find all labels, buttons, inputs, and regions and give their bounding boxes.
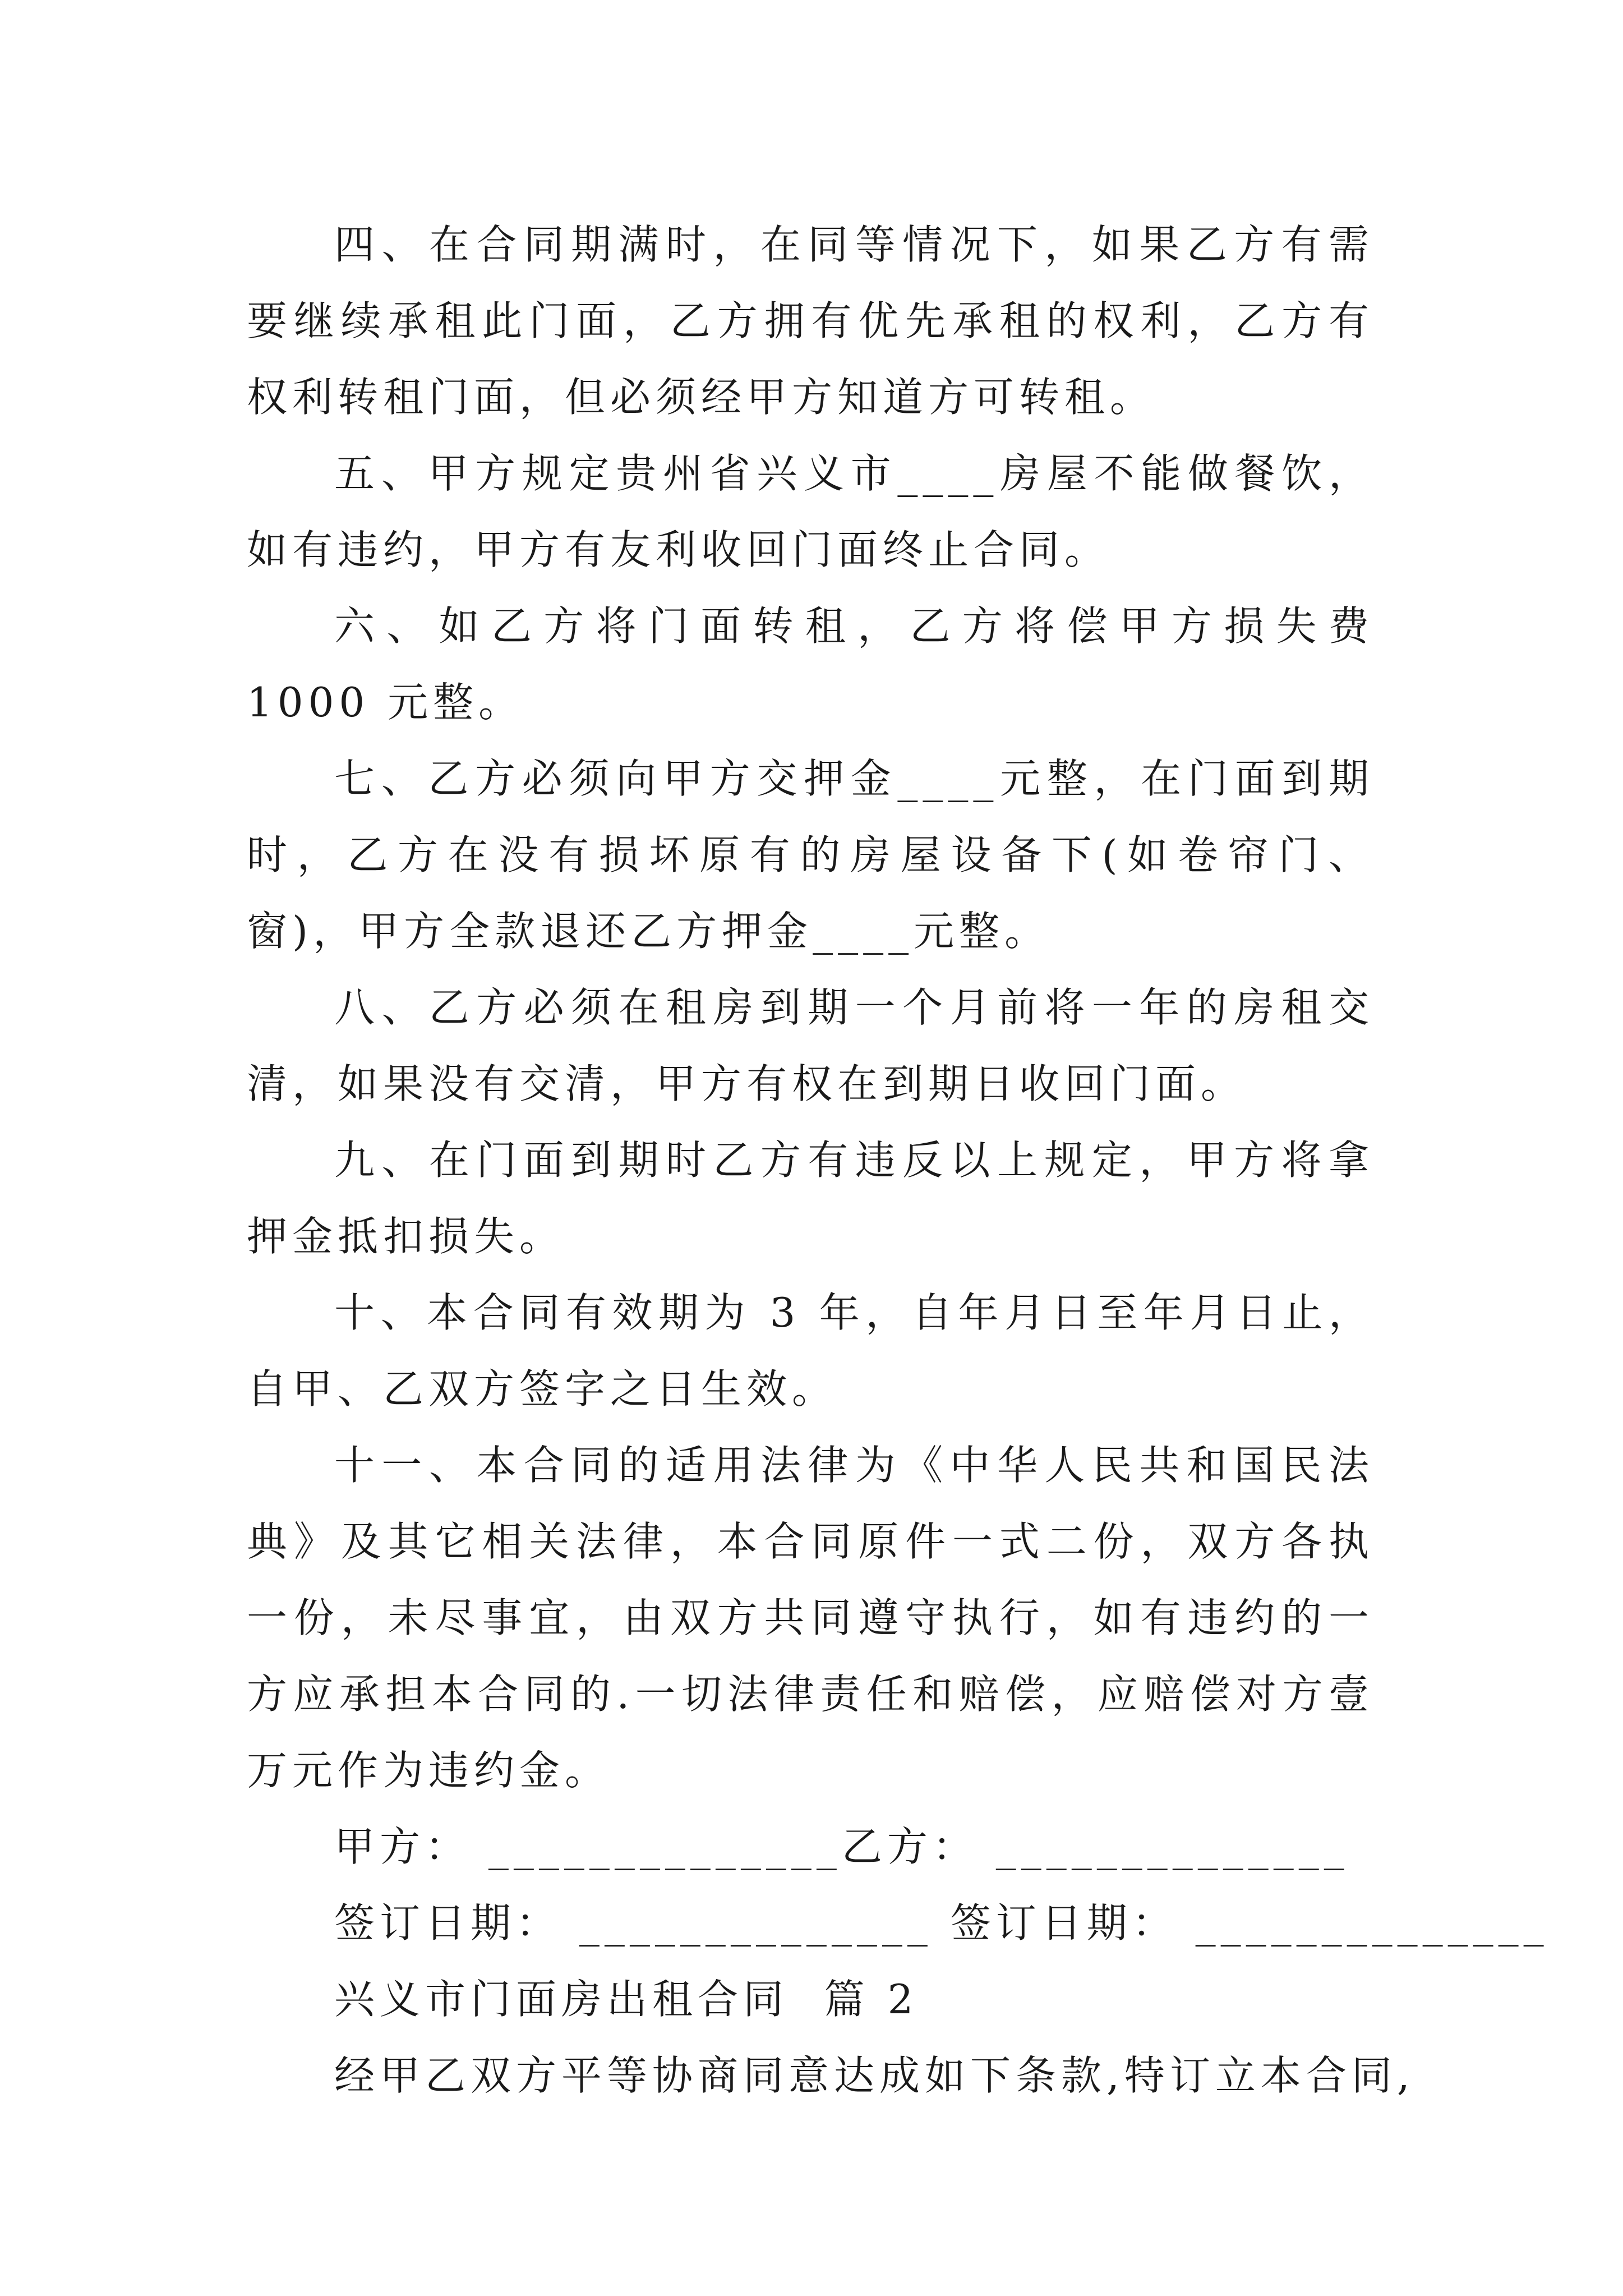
signature-dates-line: 签订日期： ______________ 签订日期： ______________	[334, 1899, 1549, 1947]
intro-paragraph: 经甲乙双方平等协商同意达成如下条款,特订立本合同,	[334, 2052, 1415, 2099]
clause-6: 六、如乙方将门面转租，乙方将偿甲方损失费 1000 元整。	[247, 602, 1392, 726]
document-body	[247, 206, 1549, 2114]
clause-10: 十、本合同有效期为 3 年，自年月日至年月日止，自甲、乙双方签字之日生效。	[247, 1289, 1374, 1412]
clause-5: 五、甲方规定贵州省兴义市____房屋不能做餐饮，如有违约，甲方有友利收回门面终止合同。	[247, 450, 1374, 573]
clause-11: 十一、本合同的适用法律为《中华人民共和国民法典》及其它相关法律，本合同原件一式二份，双方各执一份，未尽事宜，由双方共同遵守执行，如有违约的一方应承担本合同的.一切法律责任和赔偿，应赔偿对方壹万元作为违约金。	[247, 1442, 1374, 1794]
clause-8: 八、乙方必须在租房到期一个月前将一年的房租交清，如果没有交清，甲方有权在到期日收回门面。	[247, 984, 1374, 1107]
clause-9: 九、在门面到期时乙方有违反以上规定，甲方将拿押金抵扣损失。	[247, 1137, 1374, 1260]
signature-parties-line: 甲方： ______________乙方： ______________	[334, 1823, 1349, 1870]
clause-7: 七、乙方必须向甲方交押金____元整，在门面到期时，乙方在没有损坏原有的房屋设备下(如卷帘门、窗)，甲方全款退还乙方押金____元整。	[247, 755, 1374, 955]
section-title: 兴义市门面房出租合同 篇 2	[334, 1976, 919, 2023]
clause-4: 四、在合同期满时，在同等情况下，如果乙方有需要继续承租此门面，乙方拥有优先承租的权利，乙方有权利转租门面，但必须经甲方知道方可转租。	[247, 221, 1374, 421]
